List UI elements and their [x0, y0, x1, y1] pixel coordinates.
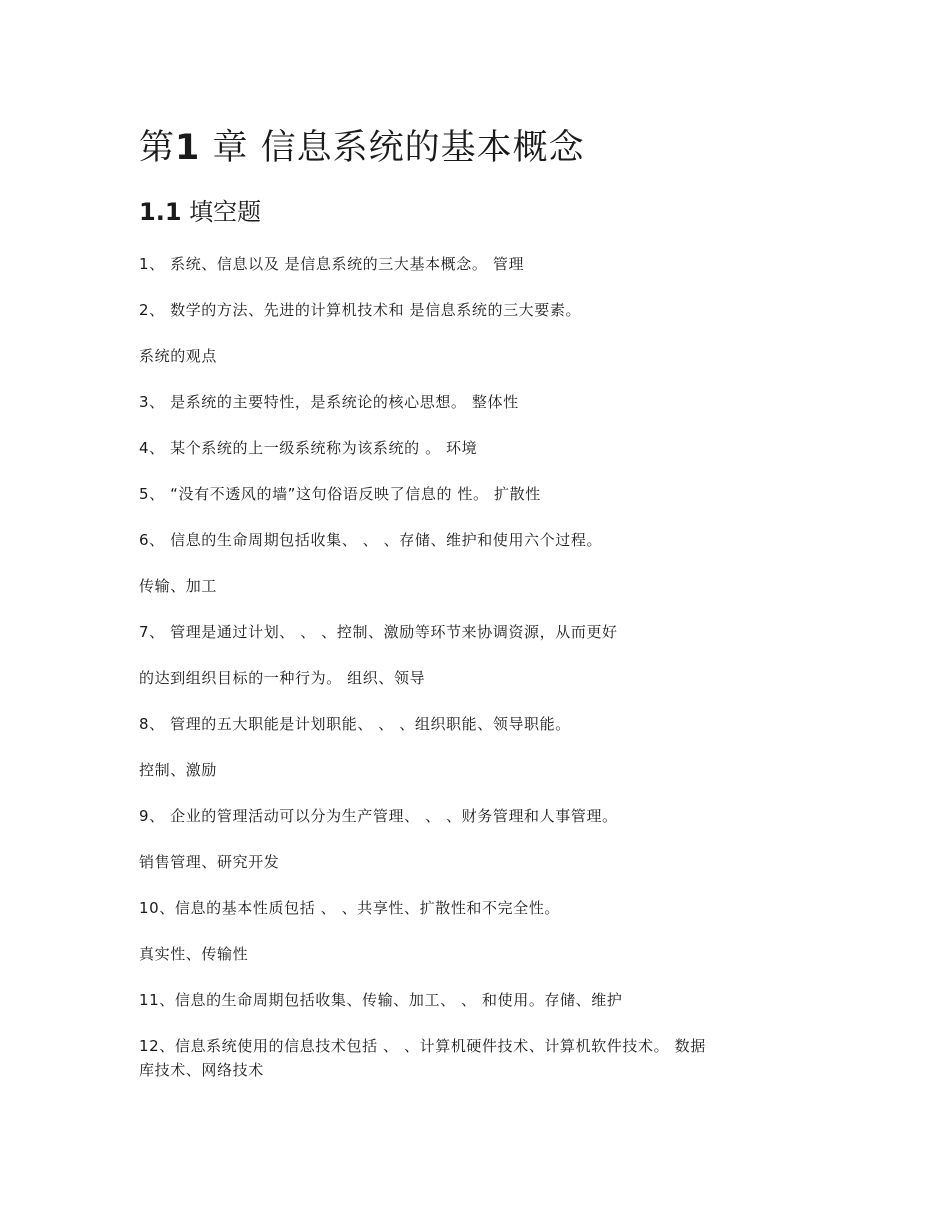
chapter-suffix: 章 信息系统的基本概念 — [212, 128, 585, 168]
section-name: 填空题 — [189, 198, 262, 226]
text-line: 11、信息的生命周期包括收集、传输、加工、 、 和使用。存储、维护 — [139, 991, 623, 1009]
text-line: 传输、加工 — [139, 577, 218, 595]
text-line: 7、 管理是通过计划、 、 、控制、激励等环节来协调资源，从而更好 — [139, 623, 618, 641]
section-number: 1.1 — [139, 198, 182, 226]
question-list — [139, 252, 819, 1082]
text-line: 库技术、网络技术 — [139, 1061, 264, 1079]
text-line: 的达到组织目标的一种行为。 组织、领导 — [139, 669, 426, 687]
text-line: 控制、激励 — [139, 761, 218, 779]
text-line: 8、 管理的五大职能是计划职能、 、 、组织职能、领导职能。 — [139, 715, 571, 733]
text-line: 9、 企业的管理活动可以分为生产管理、 、 、财务管理和人事管理。 — [139, 807, 618, 825]
chapter-number: 1 — [175, 128, 201, 168]
text-line: 6、 信息的生命周期包括收集、 、 、存储、维护和使用六个过程。 — [139, 531, 603, 549]
section-title — [139, 194, 261, 230]
chapter-prefix: 第 — [139, 128, 176, 168]
text-line: 系统的观点 — [139, 347, 218, 365]
text-line: 1、 系统、信息以及 是信息系统的三大基本概念。 管理 — [139, 255, 525, 273]
chapter-title — [139, 124, 585, 172]
text-line: 4、 某个系统的上一级系统称为该系统的 。 环境 — [139, 439, 478, 457]
text-line: 3、 是系统的主要特性，是系统论的核心思想。 整体性 — [139, 393, 519, 411]
text-line: 销售管理、研究开发 — [139, 853, 280, 871]
text-line: 真实性、传输性 — [139, 945, 249, 963]
text-line: 2、 数学的方法、先进的计算机技术和 是信息系统的三大要素。 — [139, 301, 582, 319]
text-line: 5、 “没有不透风的墙”这句俗语反映了信息的 性。 扩散性 — [139, 485, 541, 503]
text-line: 10、信息的基本性质包括 、 、共享性、扩散性和不完全性。 — [139, 899, 561, 917]
text-line: 12、信息系统使用的信息技术包括 、 、计算机硬件技术、计算机软件技术。 数据 — [139, 1037, 706, 1055]
